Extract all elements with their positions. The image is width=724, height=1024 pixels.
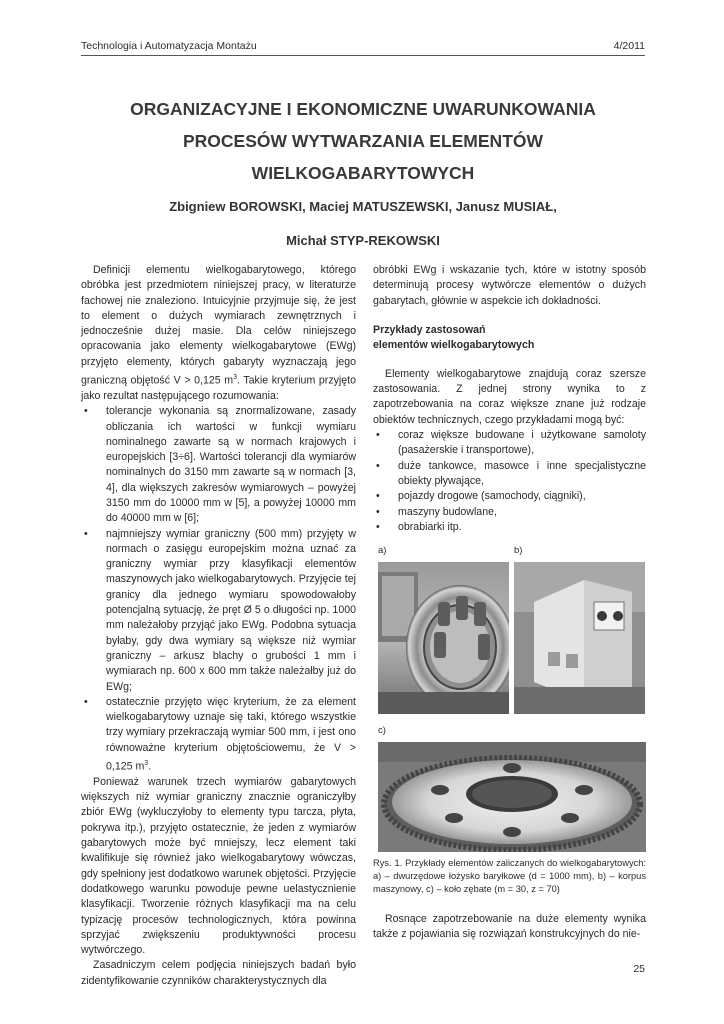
journal-name: Technologia i Automatyzacja Montażu xyxy=(81,40,257,52)
gear-photo xyxy=(378,742,646,852)
section-heading: Przykłady zastosowań elementów wielkogabarytowych xyxy=(373,323,535,351)
list-item: • duże tankowce, masowce i inne specjalistyczne obiekty pływające, xyxy=(398,459,646,490)
list-item: • pojazdy drogowe (samochody, ciągniki), xyxy=(398,489,646,504)
paragraph: Ponieważ warunek trzech wymiarów gabarytowych większych niż wymiar graniczny znacznie ograniczyłby zbiór EWg (wykluczyłoby to elementy typu tarcza, płyta, pokrywa itp.), przyjęto ostatecznie, że jeden z wymiarów gabarytowych może być mniejszy, lecz element taki kwalifikuje się również jako wielkogabarytowy wówczas, gdy spełniony jest dodatkowo warunek objętości. Przyjęcie dodatkowego warunku powoduje pewne uelastycznienie klasyfikacji. Tworzenie różnych klasyfikacji ma na celu typizację procesów technologicznych, która powinna sprzyjać zwiększeniu produktywności procesu wytwórczego. xyxy=(81,775,356,957)
right-column-bottom xyxy=(373,912,646,943)
article-title xyxy=(81,93,645,189)
figure-label-b: b) xyxy=(514,545,523,556)
figure-caption: Rys. 1. Przykłady elementów zaliczanych do wielkogabarytowych: a) – dwurzędowe łożysko baryłkowe (d = 1000 mm), b) – korpus maszynowy, c) – koło zębate (m = 30, z = 70) xyxy=(373,858,646,894)
issue-number: 4/2011 xyxy=(613,40,645,52)
paragraph: Definicji elementu wielkogabarytowego, którego obróbka jest przedmiotem niniejszej pracy, w literaturze fachowej nie znaleziono. Intuicyjnie przyjmuje się, że jest to element o dużych wymiarach zewnętrznych i jednocześnie dużej masie. Dla celów niniejszego opracowania jako elementy wielkogabarytowe (EWg) przyjęto elementy, których gabaryty wyznaczają jego graniczną objętość V > 0,125 $m^3$. Takie kryterium przyjęto jako rezultat następującego rozumowania: xyxy=(81,264,356,402)
paragraph: Elementy wielkogabarytowe znajdują coraz szersze zastosowania. Z jednej strony wynika to z zapotrzebowania na coraz większe znane już rodzaje obiektów technicznych, czego przykładami mogą być: xyxy=(373,367,646,426)
list-item: • ostatecznie przyjęto więc kryterium, że za element wielkogabarytowy uznaje się taki, którego wszystkie trzy wymiary przekraczają wymiar 500 mm, i jest ono równoważne kryterium objętościowemu, że V > 0,125 $m^3$. xyxy=(106,695,356,775)
machine-body-photo xyxy=(514,562,645,714)
figure-label-a: a) xyxy=(378,545,387,556)
list-item: • tolerancje wykonania są znormalizowane, zasady obliczania ich wartości w funkcji wymiaru nominalnego zawarte są w normach krajowych i europejskich [3÷6]. Wartości tolerancji dla wymiarów nominalnych do 3150 mm zawarte są w normach [3, 4], dla większych zakresów wymiarowych – powyżej 3150 mm do 10000 mm w [5], a powyżej 10000 mm do 40000 mm w [6]; xyxy=(106,404,356,526)
title-line: WIELKOGABARYTOWYCH xyxy=(251,163,475,183)
right-column xyxy=(373,263,646,535)
bearing-photo xyxy=(378,562,509,714)
paragraph: obróbki EWg i wskazanie tych, które w istotny sposób determinują procesy wytwórcze elementów o dużych gabarytach, głównie w aspekcie ich dokładności. xyxy=(373,264,646,307)
paragraph: Zasadniczym celem podjęcia niniejszych badań było zidentyfikowanie czynników charakterystycznych dla xyxy=(81,959,356,987)
left-column xyxy=(81,263,356,989)
page-number: 25 xyxy=(633,963,645,975)
title-line: ORGANIZACYJNE I EKONOMICZNE UWARUNKOWANIA xyxy=(130,99,596,119)
examples-list xyxy=(373,428,646,535)
paragraph: Rosnące zapotrzebowanie na duże elementy wynika także z pojawiania się rozwiązań konstrukcyjnych do nie- xyxy=(373,913,646,941)
figure-label-c: c) xyxy=(378,725,386,736)
list-item: • coraz większe budowane i użytkowane samoloty (pasażerskie i transportowe), xyxy=(398,428,646,459)
authors-line: Michał STYP-REKOWSKI xyxy=(286,233,440,248)
header-rule xyxy=(81,55,645,56)
list-item: • maszyny budowlane, xyxy=(398,505,646,520)
list-item: • obrabiarki itp. xyxy=(398,520,646,535)
authors xyxy=(81,190,645,258)
title-line: PROCESÓW WYTWARZANIA ELEMENTÓW xyxy=(182,131,544,151)
list-item: • najmniejszy wymiar graniczny (500 mm) przyjęty w normach o zasięgu europejskim można uznać za graniczny wymiar przy klasyfikacji elementów maszynowych jako wielkogabarytowych. Przyjęcie tej granicy dla jednego wymiaru spowodowałoby potencjalną sytuację, że pręt Ø 5 o długości np. 1000 mm należałoby przyjąć jako EWg. Podobna sytuacja byłaby, gdy dwa wymiary są większe niż wymiar graniczny – arkusz blachy o grubości 1 mm i wymiarach np. 600 x 600 mm także należałby już do EWg; xyxy=(106,527,356,695)
criteria-list xyxy=(81,404,356,775)
authors-line: Zbigniew BOROWSKI, Maciej MATUSZEWSKI, Janusz MUSIAŁ, xyxy=(169,199,557,214)
